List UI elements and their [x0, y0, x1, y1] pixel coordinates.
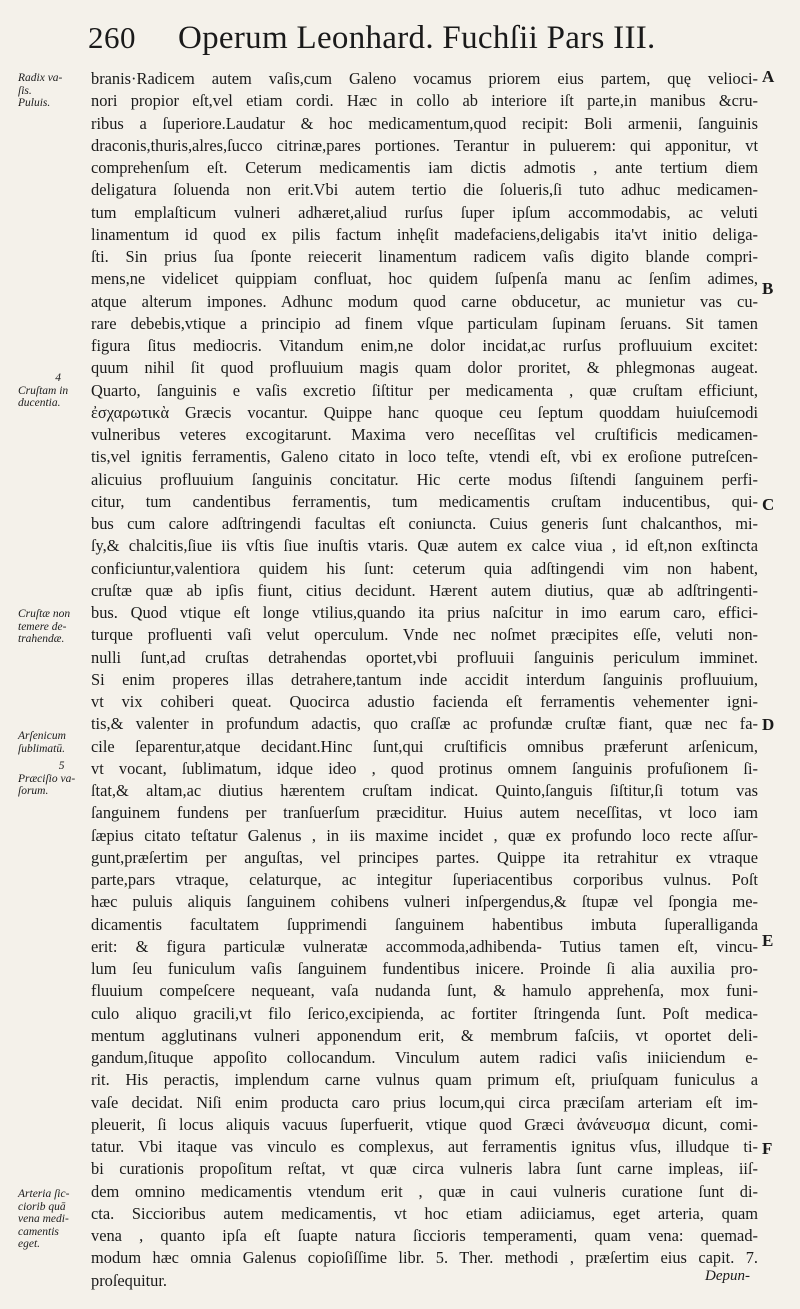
text-line: ἐσχαρωτικὰ Græcis vocantur. Quippe hanc quoque ceu ſeptum quoddam huiuſcemodi — [91, 402, 758, 422]
text-line: pleuerit, ſi locus aliquis vacuus ſuperfuerit, vtique quod Græci ἀνάνευσμα dicunt, comi- — [91, 1114, 758, 1134]
text-line: vulneribus veteres excogitarunt. Maxima vero neceſſitas vel cruſtificis medicamen- — [91, 425, 758, 444]
text-line: gunt,præſertim per anguſtas, vel principes partes. Quippe ita retrahitur ex vtraque — [91, 847, 758, 867]
text-line: mentum agglutinans vulneri apponendum erit, & membrum faſciis, vt oportet deli- — [91, 1025, 758, 1045]
margin-note-line: temere de- — [18, 620, 67, 633]
text-line: vena , quanto ipſa eſt ſuapte natura ſiccioris temperamenti, quam vena: quemad- — [91, 1226, 758, 1245]
text-line: dem omnino medicamentis vtendum erit , quæ in caui vulneris curatione ſunt di- — [91, 1181, 758, 1201]
text-line: rit. His peractis, implendum carne vulnus quam primum eſt, priuſquam funiculus a — [91, 1070, 758, 1090]
text-line: linamentum id quod ex pilis factum inhęſit madefaciens,deligabis ita'vt initio deliga- — [91, 224, 758, 244]
text-line: comprehenſum eſt. Ceterum medicamentis iam dictis admotis , ante tertium diem — [91, 158, 758, 177]
text-line: vt vocant, ſublimatum, idque ideo , quod protinus omnem ſanguinis profuſionem ſi- — [91, 758, 758, 778]
section-letter-d: D — [762, 715, 775, 734]
margin-note-line: trahendæ. — [18, 633, 65, 645]
text-line: atque alterum impones. Adhunc modum quod carne obducetur, ac munietur vas cu- — [91, 291, 758, 311]
text-line: tum emplaſticum vulneri adhæret,aliud rurſus ſuper ipſum accommodabis, ac veluti — [91, 202, 758, 222]
section-letter-a: A — [762, 67, 775, 86]
text-line: branis·Radicem autem vaſis,cum Galeno vocamus priorem eius partem, quę velioci- — [91, 69, 758, 88]
text-line: bus cum calore adſtringendi facultas eſt coniuncta. Cuius generis ſunt chalcanthos, mi- — [91, 514, 758, 533]
text-line: parte,pars vtraque, celaturque, ac integitur ſuperiacentibus corporibus vulnus. Poſt — [91, 870, 758, 889]
text-line: vaſe decidat. Niſi enim producta caro prius locum,qui circa præciſam arteriam eſt im- — [91, 1092, 758, 1112]
text-line: lum ſeu funiculum vaſis ſanguinem fundentibus inicere. Proinde ſi alia auxilia pro- — [91, 959, 758, 978]
text-line: cruſtæ quæ ab ipſis fiunt, citius decidunt. Hærent autem diutius, quæ ab adſtringenti- — [91, 580, 758, 600]
margin-note-line: Arteria ſic- — [18, 1188, 70, 1200]
text-line: fluuium compeſcere nequeant, vaſa nudanda ſunt, & hamulo apprehenſa, mox funi- — [91, 981, 758, 1001]
section-letter-c: C — [762, 495, 775, 514]
text-line: cta. Siccioribus autem medicamentis, vt hoc etiam adiiciamus, eget arteria, quam — [91, 1203, 758, 1223]
margin-note-line: Cruſtæ non — [18, 608, 71, 620]
text-line: nulli ſunt,ad cruſtas detrahendas oportet,vbi profluuii ſanguinis periculum imminet. — [91, 647, 758, 667]
text-line: tis,vel ignitis ferramentis, Galeno citato in loco teſte, vtendi eſt, vbi ex eroſione putreſcen- — [91, 447, 758, 467]
text-line: conficiuntur,valentiora quidem his ſunt: ceterum quia adſtingendi vim non habent, — [91, 558, 758, 578]
text-line: nori propior eſt,vel etiam cordi. Hæc in collo ab interiore iſt parte,in manibus &cru- — [91, 91, 758, 111]
text-line: Quarto, ſanguinis e vaſis excretio ſiſtitur per medicamenta , quæ cruſtam efficiunt, — [91, 380, 758, 400]
text-line: turque profluenti vaſi velut operculum. Vnde nec noſmet præcipites eſſe, veluti non- — [91, 625, 758, 645]
text-line: ſæpius citato teſtatur Galenus , in iis maxime incidet , quæ ex profundo loco recte aſſur- — [91, 825, 758, 845]
margin-note-line: Cruſtam in — [18, 384, 69, 397]
text-line: proſequitur. — [91, 1270, 168, 1290]
text-line: vt vix cohiberi queat. Quocirca adustio facienda eſt ferramentis vehementer igni- — [91, 692, 758, 711]
catchword: Depun- — [705, 1268, 750, 1284]
text-line: gandum,ſituque appoſito collocandum. Vinculum autem radici vaſis iniiciendum e- — [91, 1048, 758, 1067]
text-line: rare debebis,vtique a principio ad finem vſque particulam ſupinam ſeruans. Sit tamen — [91, 313, 758, 333]
margin-note-line: ducentia. — [18, 397, 61, 409]
margin-note-line: ſis. — [18, 84, 32, 97]
text-line: dicamentis facultatem ſupprimendi ſanguinem habentibus imbuta ſuperalliganda — [91, 914, 758, 934]
text-line: ſanguinem fundens per tranſuerſum præciditur. Huius autem neceſſitas, vt loco iam — [91, 803, 758, 823]
margin-note-line: vena medi- — [18, 1213, 69, 1225]
margin-note-line: Præciſio va- — [18, 772, 76, 785]
section-letter-b: B — [762, 279, 774, 298]
margin-note-line: ciorib quā — [18, 1200, 66, 1213]
text-line: alicuius profluuium ſanguinis concitatur. Hic certe modus ſiſtendi ſanguinem perfi- — [91, 469, 758, 489]
margin-note-arteria — [18, 1188, 69, 1251]
text-line: mens,ne videlicet quippiam confluat, hoc quidem ſuſpenſa manu ac ſenſim adimes, — [91, 269, 758, 289]
text-line: erit: & figura particulæ vulneratæ accommoda,adhibenda- Tutius tamen eſt, vincu- — [91, 936, 758, 956]
text-line: draconis,thuris,alres,ſucco citrinæ,pares portiones. Terantur in puluerem: qui apponitur, vt — [91, 135, 758, 155]
margin-note-line: Radix va- — [18, 72, 63, 84]
text-line: modum hæc omnia Galenus copioſiſſime libr. 5. Ther. methodi , præſertim eius capit. 7. — [91, 1248, 758, 1268]
text-line: figura ſitus mediocris. Vitandum enim,ne dolor incidat,ac rurſus profluuium excitet: — [91, 336, 758, 355]
margin-note-arsenicum — [18, 730, 66, 755]
margin-note-number: 5 — [58, 760, 65, 772]
margin-note-line: ſublimatū. — [18, 742, 65, 755]
margin-note-line: eget. — [18, 1238, 41, 1250]
text-line: ſy,& chalcitis,ſiue iis vſtis ſiue inuſtis vtaris. Quæ autem ex calce viua , id eſt,non exſtincta — [91, 536, 758, 556]
section-letter-f: F — [762, 1139, 773, 1158]
margin-note-line: Puluis. — [18, 97, 51, 109]
text-line: citur, tum candentibus ferramentis, tum medicamentis cruſtam inducentibus, qui- — [91, 491, 758, 511]
page-number: 260 — [88, 20, 136, 55]
text-line: ribus a ſuperiore.Laudatur & hoc medicamentum,quod recipit: Boli armenii, ſanguinis — [91, 113, 758, 133]
margin-note-radix-vasis — [18, 72, 62, 110]
text-line: bi curationis propoſitum reſtat, vt quæ circa vulneris labra ſunt carne impleas, iiſ- — [91, 1159, 758, 1179]
text-line: quum nihil ſit quod profluuium magis quam dolor proritet, & phlegmonas augeat. — [91, 358, 758, 378]
margin-note-line: ſorum. — [18, 785, 49, 797]
text-line: tis,& valenter in profundum adactis, quo craſſæ ac profundæ cruſtæ fiant, quæ nec fa- — [91, 714, 758, 734]
margin-note-number: 4 — [55, 372, 61, 384]
margin-note-line: Arſenicum — [18, 730, 66, 742]
running-head: Operum Leonhard. Fuchſii Pars III. — [178, 20, 656, 56]
section-letter-e: E — [762, 931, 774, 950]
margin-note-crustae — [18, 608, 70, 646]
text-line: hæc puluis aliquis ſanguinem cohibens vulneri inſpergendus,& ſtupæ vel ſpongia me- — [91, 892, 758, 912]
text-line: cile ſeparentur,atque decidant.Hinc ſunt,qui cruſtificis omnibus præferunt arſenicum, — [91, 736, 758, 756]
text-line: bus. Quod vtique eſt longe vtilius,quando ita prius naſcitur in imo earum caro, effici- — [91, 603, 758, 622]
margin-note-praecisio — [18, 760, 75, 798]
text-line: tatur. Vbi itaque vas vinculo es complexus, aut ferramentis ignitus vſus, illudque ti- — [91, 1137, 758, 1156]
text-line: culo aliquo gracili,vt filo ſerico,excipienda, ac fortiter ſtringenda ſunt. Poſt medica- — [91, 1003, 758, 1023]
text-line: ſtat,& altam,ac diutius hærentem cruſtam indicat. Quinto,ſanguis ſiſtitur,ſi totum vas — [91, 781, 758, 800]
text-line: Si enim properes illas detrahere,tantum inde accidit interdum ſanguinis profluuium, — [91, 669, 758, 689]
text-line: deligatura ſoluenda non erit.Vbi autem tertio die ſolueris,ſi tuto adhuc medicamen- — [91, 180, 758, 200]
margin-note-line: camentis — [18, 1225, 59, 1238]
text-line: ſti. Sin prius ſua ſponte reiecerit linamentum radicem vaſis digito blande compri- — [91, 247, 758, 266]
main-text — [91, 68, 758, 1292]
margin-note-crustam — [18, 372, 68, 410]
